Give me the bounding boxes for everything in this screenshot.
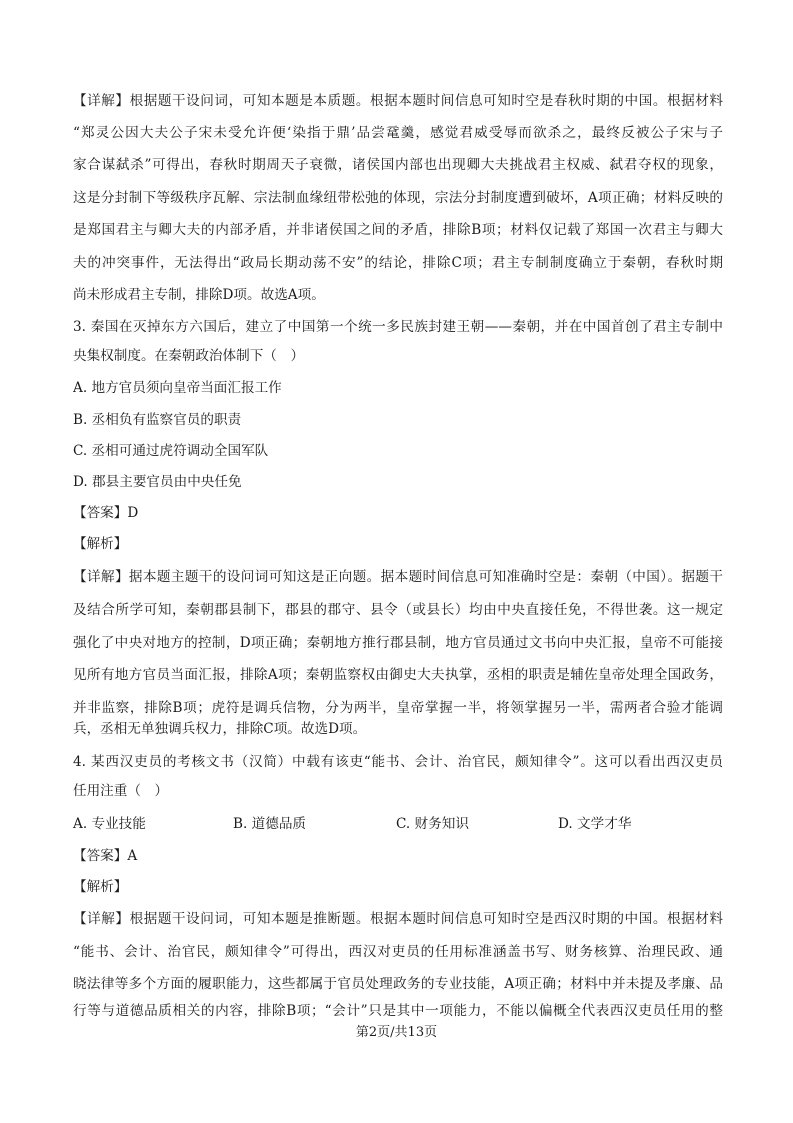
q4-detail-line: 行等与道德品质相关的内容，排除B项；“会计”只是其中一项能力，不能以偏概全代表西汉吏员任用的整: [73, 1003, 723, 1019]
q2-detail-line: 家合谋弑杀”可得出，春秋时期周天子衰微，诸侯国内部也出现卿大夫挑战君主权威、弑君夺权的现象，: [73, 157, 723, 173]
q2-detail-line: 夫的冲突事件，无法得出“政局长期动荡不安”的结论，排除C项；君主专制制度确立于秦朝，春秋时期: [73, 255, 723, 271]
q4-stem-line: 任用注重（ ）: [73, 783, 169, 799]
q3-stem-line: 3. 秦国在灭掉东方六国后，建立了中国第一个统一多民族封建王朝——秦朝，并在中国首创了君主专制中: [73, 319, 723, 335]
q3-analysis-tag: 【解析】: [73, 536, 128, 552]
q3-detail-line: 兵，丞相无单独调兵权力，排除C项。故选D项。: [73, 721, 367, 737]
q4-stem-line: 4. 某西汉吏员的考核文书（汉简）中载有该吏“能书、会计、治官民，颇知律令”。这可以看出西汉吏员: [73, 754, 723, 770]
q3-detail-line: 强化了中央对地方的控制，D项正确；秦朝地方推行郡县制，地方官员通过文书向中央汇报，皇帝不可能接: [73, 635, 723, 651]
q4-option-b: B. 道德品质: [233, 816, 307, 832]
q2-detail-line: 尚未形成君主专制，排除D项。故选A项。: [73, 287, 325, 303]
q3-option-d: D. 郡县主要官员由中央任免: [73, 474, 242, 490]
q3-detail-line: 【详解】据本题主题干的设问词可知这是正向题。据本题时间信息可知准确时空是：秦朝（中国）。据题干: [73, 569, 723, 585]
q4-option-d: D. 文学才华: [558, 816, 632, 832]
q3-stem-line: 央集权制度。在秦朝政治体制下（ ）: [73, 348, 305, 364]
q4-option-a: A. 专业技能: [73, 816, 146, 832]
q2-detail-line: 是郑国君主与卿大夫的内部矛盾，并非诸侯国之间的矛盾，排除B项；材料仅记载了郑国一次君主与卿大: [73, 222, 723, 238]
page-footer: 第2页/共13页: [355, 1025, 438, 1040]
q3-detail-line: 及结合所学可知，秦朝郡县制下，郡县的郡守、县令（或县长）均由中央直接任免，不得世袭。这一规定: [73, 602, 723, 618]
q2-detail-line: 【详解】根据题干设问词，可知本题是本质题。根据本题时间信息可知时空是春秋时期的中国。根据材料: [73, 93, 723, 109]
q2-detail-line: 这是分封制下等级秩序瓦解、宗法制血缘纽带松弛的体现，宗法分封制度遭到破坏，A项正确；材料反映的: [73, 190, 723, 206]
q2-detail-line: “郑灵公因大夫公子宋未受允许便‘染指于鼎’品尝鼋羹，感觉君威受辱而欲杀之，最终反被公子宋与子: [73, 125, 723, 141]
q3-detail-line: 见所有地方官员当面汇报，排除A项；秦朝监察权由御史大夫执掌，丞相的职责是辅佐皇帝处理全国政务，: [73, 667, 723, 683]
q4-answer: 【答案】A: [73, 848, 138, 864]
q3-option-b: B. 丞相负有监察官员的职责: [73, 412, 242, 428]
q3-answer: 【答案】D: [73, 505, 139, 521]
q4-detail-line: 晓法律等多个方面的履职能力，这些都属于官员处理政务的专业技能，A项正确；材料中并未提及孝廉、品: [73, 976, 723, 992]
q3-detail-line: 并非监察，排除B项；虎符是调兵信物，分为两半，皇帝掌握一半，将领掌握另一半，需两者合验才能调: [73, 700, 723, 716]
q4-analysis-tag: 【解析】: [73, 879, 128, 895]
q3-option-a: A. 地方官员须向皇帝当面汇报工作: [73, 380, 282, 396]
q4-detail-line: 【详解】根据题干设问词，可知本题是推断题。根据本题时间信息可知时空是西汉时期的中国。根据材料: [73, 911, 723, 927]
q4-detail-line: “能书、会计、治官民，颇知律令”可得出，西汉对吏员的任用标准涵盖书写、财务核算、治理民政、通: [73, 944, 723, 960]
q3-option-c: C. 丞相可通过虎符调动全国军队: [73, 443, 269, 459]
q4-option-c: C. 财务知识: [396, 816, 469, 832]
